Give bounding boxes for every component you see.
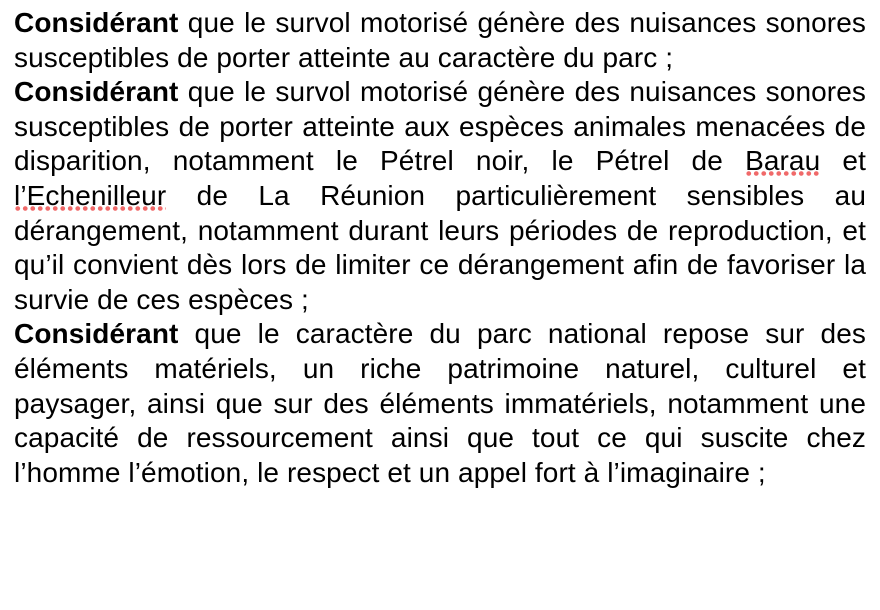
paragraph-considerant-2 (14, 75, 866, 317)
paragraph-text-segment: que le survol motorisé génère des nuisances sonores susceptibles de porter atteinte aux espèces animales menacées de disparition, notamment le Pétrel noir, le Pétrel de (14, 76, 866, 177)
paragraph-lead-bold: Considérant (14, 7, 179, 38)
paragraph-considerant-3 (14, 317, 866, 490)
misspelled-word-echenilleur[interactable]: l’Echenilleur (14, 179, 167, 211)
misspelled-word-barau[interactable]: Barau (745, 145, 821, 177)
paragraph-lead-bold: Considérant (14, 318, 179, 350)
paragraph-lead-bold: Considérant (14, 76, 179, 108)
paragraph-text-segment: que le caractère du parc national repose sur des éléments matériels, un riche patrimoine naturel, culturel et paysager, ainsi que sur des éléments immatériels, notamment une capacité de ressourcement ainsi que tout ce qui suscite chez l’homme l’émotion, le respect et un appel fort à l’imaginaire ; (14, 318, 866, 488)
paragraph-considerant-1 (14, 6, 866, 75)
document-text-area[interactable] (14, 6, 866, 490)
paragraph-text-segment: et (820, 145, 866, 177)
paragraph-text-segment: que le survol motorisé génère des nuisances sonores susceptibles de porter atteinte au caractère du parc ; (14, 7, 866, 73)
paragraph-text-segment: de La Réunion particulièrement sensibles au dérangement, notamment durant leurs périodes de reproduction, et qu’il convient dès lors de limiter ce dérangement afin de favoriser la survie de ces espèces ; (14, 179, 866, 315)
